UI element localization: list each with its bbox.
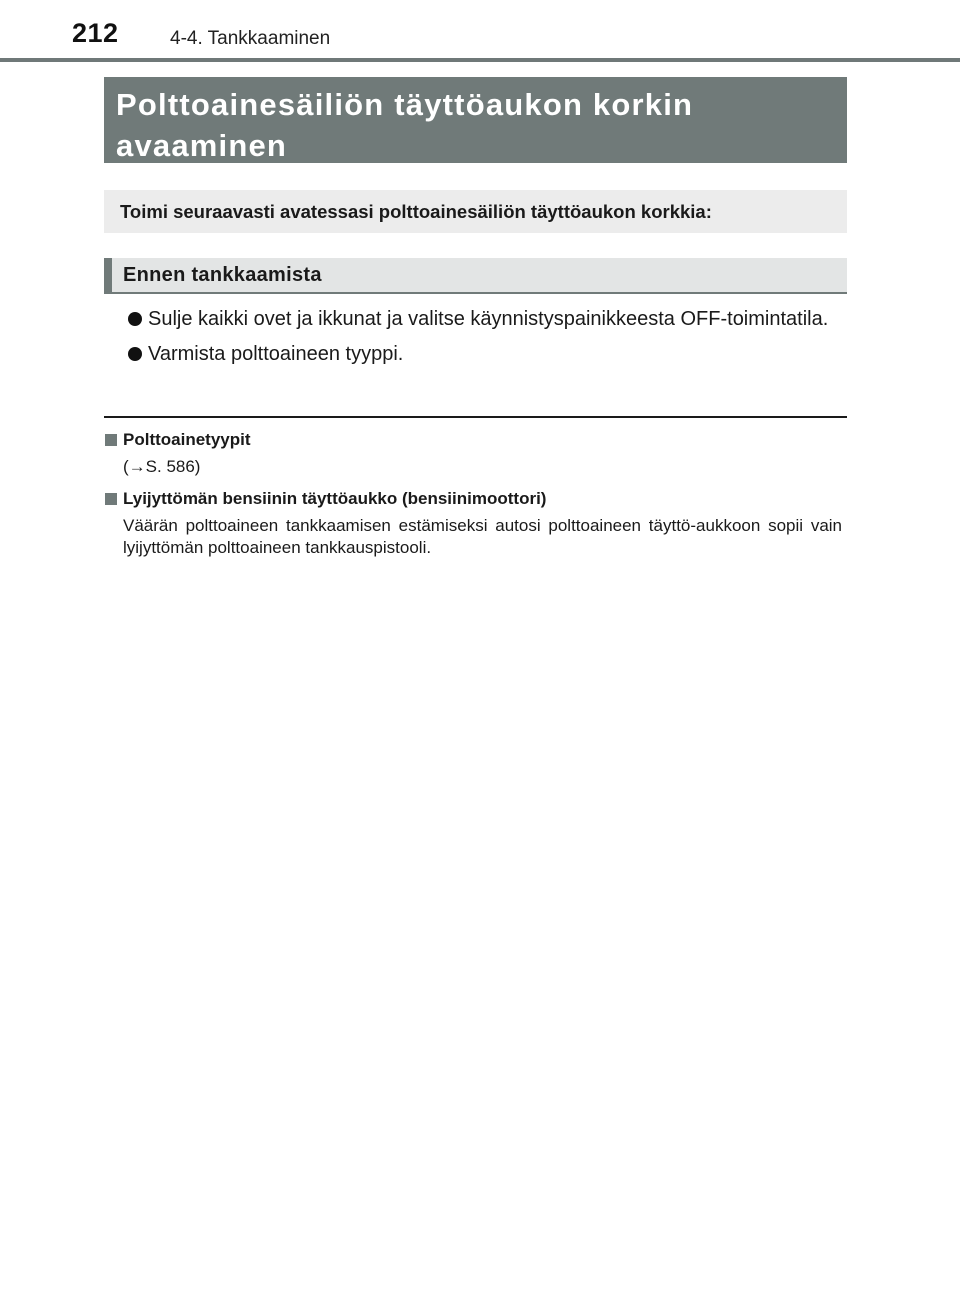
section-label: 4-4. Tankkaaminen xyxy=(170,28,331,49)
note xyxy=(104,428,842,478)
page-title: Polttoainesäiliön täyttöaukon korkin avaaminen xyxy=(116,87,694,163)
bullet-icon xyxy=(128,347,142,361)
page-number: 212 xyxy=(72,18,119,48)
bullet-list xyxy=(127,303,840,373)
note-heading xyxy=(104,428,842,452)
list-item xyxy=(127,338,840,370)
list-item xyxy=(127,303,840,335)
note xyxy=(104,487,842,559)
note-heading xyxy=(104,487,842,511)
notes-section xyxy=(104,428,842,568)
note-body: (→S. 586) xyxy=(123,457,201,476)
square-bullet-icon xyxy=(105,493,117,505)
title-banner xyxy=(104,77,847,163)
intro-text: Toimi seuraavasti avatessasi polttoainesäiliön täyttöaukon korkkia: xyxy=(120,200,712,222)
square-bullet-icon xyxy=(105,434,117,446)
note-body: Väärän polttoaineen tankkaamisen estämiseksi autosi polttoaineen täyttö-aukkoon sopii vain lyijyttömän polttoaineen tankkauspistooli. xyxy=(123,516,842,557)
note-heading-text: Lyijyttömän bensiinin täyttöaukko (bensiinimoottori) xyxy=(123,489,547,508)
divider xyxy=(104,416,847,418)
subsection-heading xyxy=(104,258,847,294)
subsection-heading-text: Ennen tankkaamista xyxy=(123,263,322,286)
intro-box xyxy=(104,190,847,233)
header-rule xyxy=(0,58,960,62)
list-item-text: Varmista polttoaineen tyyppi. xyxy=(148,343,404,365)
bullet-icon xyxy=(128,312,142,326)
note-heading-text: Polttoainetyypit xyxy=(123,430,251,449)
list-item-text: Sulje kaikki ovet ja ikkunat ja valitse käynnistyspainikkeesta OFF-toimintatila. xyxy=(148,308,829,330)
